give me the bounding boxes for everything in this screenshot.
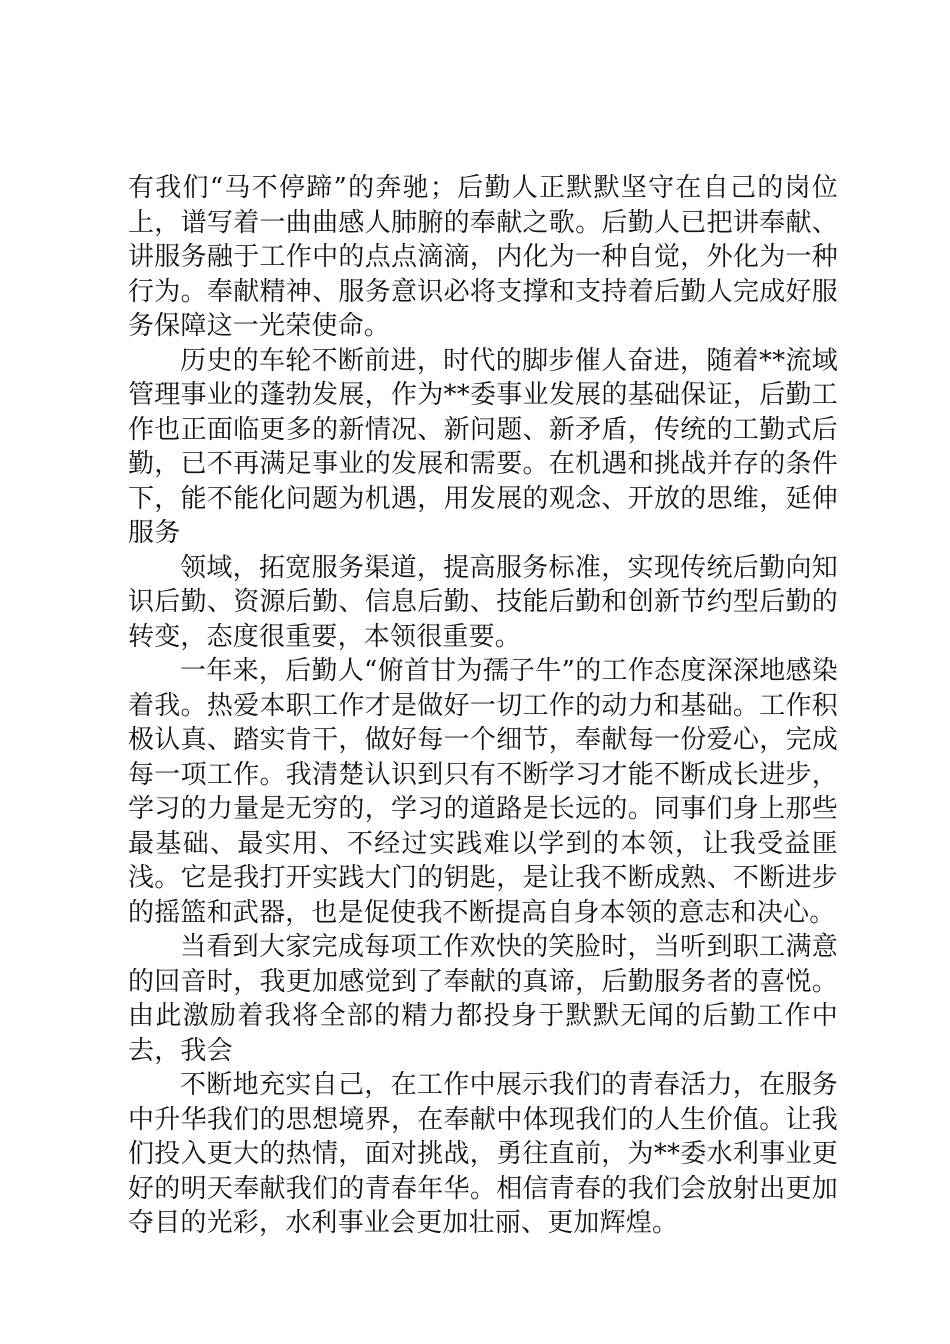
paragraph-6: 不断地充实自己，在工作中展示我们的青春活力，在服务中升华我们的思想境界，在奉献中体现我们的人生价值。让我们投入更大的热情，面对挑战，勇往直前，为**委水利事业更好的明天奉献我们的青春年华。相信青春的我们会放射出更加夺目的光彩，水利事业会更加壮丽、更加辉煌。 — [128, 1070, 838, 1238]
paragraph-4: 一年来，后勤人“俯首甘为孺子牛”的工作态度深深地感染着我。热爱本职工作才是做好一切工作的动力和基础。工作积极认真、踏实肯干，做好每一个细节，奉献每一份爱心，完成每一项工作。我清楚认识到只有不断学习才能不断成长进步，学习的力量是无穷的，学习的道路是长远的。同事们身上那些最基础、最实用、不经过实践难以学到的本领，让我受益匪浅。它是我打开实践大门的钥匙，是让我不断成熟、不断进步的摇篮和武器，也是促使我不断提高自身本领的意志和决心。 — [128, 656, 838, 928]
document-body — [128, 171, 838, 1241]
paragraph-5: 当看到大家完成每项工作欢快的笑脸时，当听到职工满意的回音时，我更加感觉到了奉献的真谛，后勤服务者的喜悦。由此激励着我将全部的精力都投身于默默无闻的后勤工作中去，我会 — [128, 932, 838, 1066]
paragraph-2: 历史的车轮不断前进，时代的脚步催人奋进，随着**流域管理事业的蓬勃发展，作为**委事业发展的基础保证，后勤工作也正面临更多的新情况、新问题、新矛盾，传统的工勤式后勤，已不再满足事业的发展和需要。在机遇和挑战并存的条件下，能不能化问题为机遇，用发展的观念、开放的思维，延伸服务 — [128, 345, 838, 548]
paragraph-3: 领域，拓宽服务渠道，提高服务标准，实现传统后勤向知识后勤、资源后勤、信息后勤、技能后勤和创新节约型后勤的转变，态度很重要，本领很重要。 — [128, 552, 838, 652]
paragraph-1: 有我们“马不停蹄”的奔驰；后勤人正默默坚守在自己的岗位上，谱写着一曲曲感人肺腑的奉献之歌。后勤人已把讲奉献、讲服务融于工作中的点点滴滴，内化为一种自觉，外化为一种行为。奉献精神、服务意识必将支撑和支持着后勤人完成好服务保障这一光荣使命。 — [128, 173, 838, 341]
